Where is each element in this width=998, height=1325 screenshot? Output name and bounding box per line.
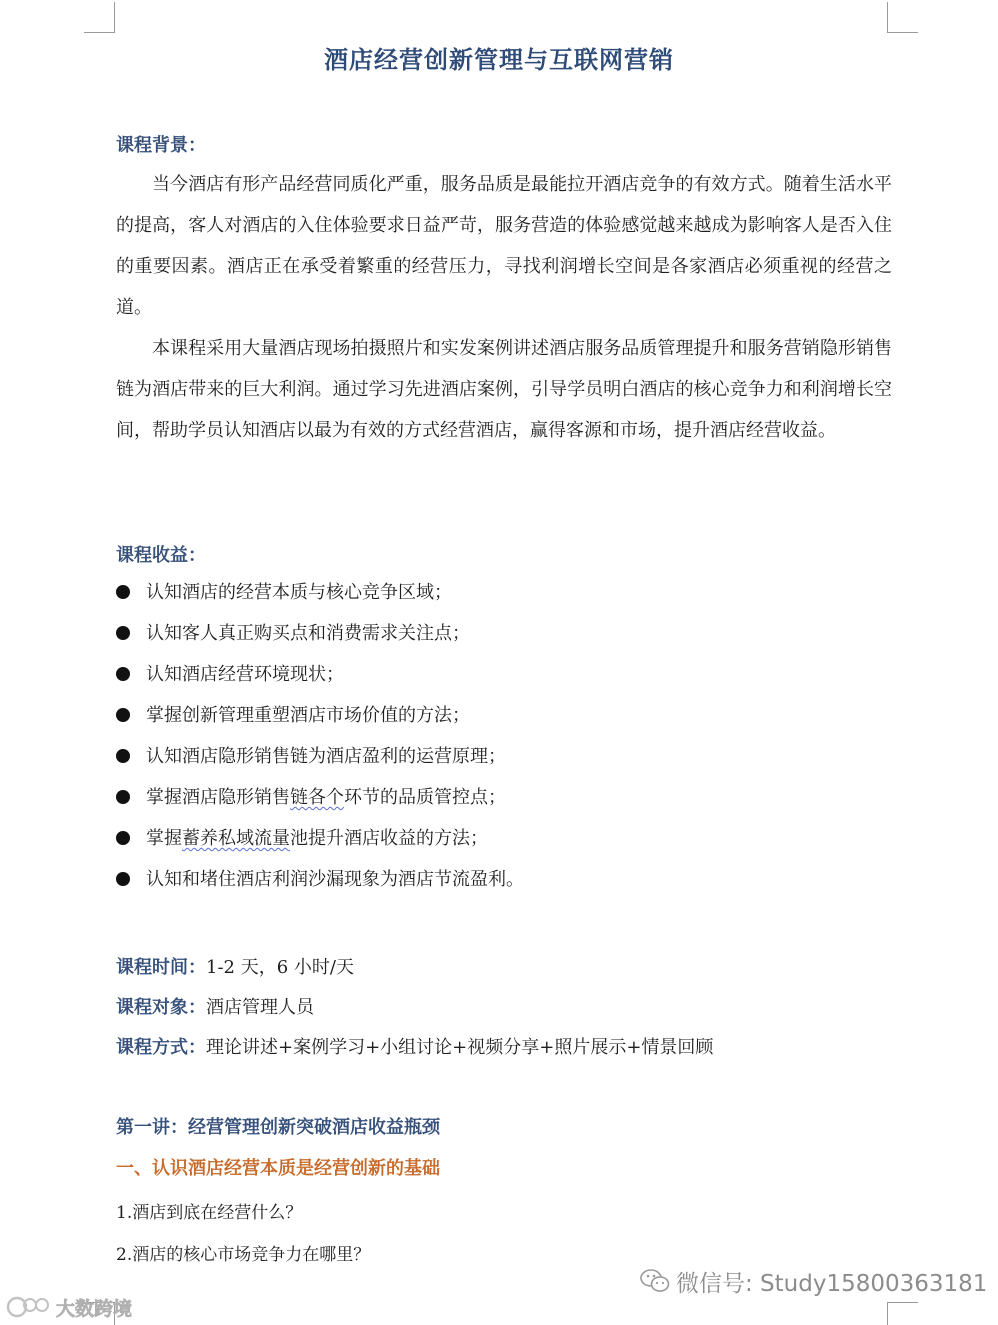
bullet-icon: [116, 585, 130, 599]
benefit-text-end: 池提升酒店收益的方法；: [290, 828, 488, 849]
benefit-text-start: 掌握: [146, 828, 182, 849]
wechat-icon: [640, 1268, 670, 1294]
course-method-label: 课程方式：: [116, 1037, 206, 1058]
benefit-text: 掌握创新管理重塑酒店市场价值的方法；: [146, 705, 470, 726]
benefit-text: 认知客人真正购买点和消费需求关注点；: [146, 623, 470, 644]
brand-name: 大数跨境: [56, 1297, 133, 1320]
course-time: [116, 953, 354, 979]
bullet-icon: [116, 790, 130, 804]
wechat-watermark: [640, 1264, 987, 1298]
background-heading: 课程背景：: [116, 135, 206, 156]
benefit-item: [116, 783, 524, 824]
spellcheck-underline: 蓄养私域流量: [182, 828, 290, 849]
benefits-list: [116, 578, 524, 906]
benefit-item: [116, 824, 524, 865]
benefit-item: [116, 742, 524, 783]
brand-logo-icon: [6, 1295, 52, 1319]
course-method: [116, 1033, 713, 1059]
course-audience-value: 酒店管理人员: [206, 997, 314, 1018]
benefit-text: 认知酒店隐形销售链为酒店盈利的运营原理；: [146, 746, 506, 767]
benefit-item: [116, 865, 524, 906]
bullet-icon: [116, 831, 130, 845]
section-title: 一、认识酒店经营本质是经营创新的基础: [116, 1158, 440, 1179]
brand-watermark: [6, 1294, 132, 1320]
question-item: 2.酒店的核心市场竞争力在哪里？: [116, 1245, 371, 1265]
benefit-text: 认知酒店经营环境现状；: [146, 664, 344, 685]
benefits-heading: 课程收益：: [116, 545, 206, 566]
benefit-text: 认知酒店的经营本质与核心竞争区域；: [146, 582, 452, 603]
background-paragraph-1: 当今酒店有形产品经营同质化严重，服务品质是最能拉开酒店竞争的有效方式。随着生活水平的提高，客人对酒店的入住体验要求日益严苛，服务营造的体验感觉越来越成为影响客人是否入住的重要因素。酒店正在承受着繁重的经营压力，寻找利润增长空间是各家酒店必须重视的经营之道。: [116, 174, 892, 318]
crop-mark-bottom-right: [887, 1302, 918, 1325]
benefit-item: [116, 660, 524, 701]
benefit-text-end: 环节的品质管控点；: [344, 787, 506, 808]
lecture-title: 第一讲：经营管理创新突破酒店收益瓶颈: [116, 1117, 440, 1138]
crop-mark-top-left: [84, 2, 115, 33]
bullet-icon: [116, 708, 130, 722]
course-time-value: 1-2 天，6 小时/天: [206, 957, 354, 978]
wechat-id-text: 微信号: Study15800363181: [676, 1270, 988, 1297]
background-paragraph-2: 本课程采用大量酒店现场拍摄照片和实发案例讲述酒店服务品质管理提升和服务营销隐形销售链为酒店带来的巨大利润。通过学习先进酒店案例，引导学员明白酒店的核心竞争力和利润增长空间，帮助学员认知酒店以最为有效的方式经营酒店，赢得客源和市场，提升酒店经营收益。: [116, 338, 892, 441]
bullet-icon: [116, 626, 130, 640]
document-title: 酒店经营创新管理与互联网营销: [324, 45, 674, 74]
bullet-icon: [116, 749, 130, 763]
course-time-label: 课程时间：: [116, 957, 206, 978]
question-item: 1.酒店到底在经营什么？: [116, 1203, 303, 1223]
course-audience-label: 课程对象：: [116, 997, 206, 1018]
course-audience: [116, 993, 314, 1019]
benefit-text: 认知和堵住酒店利润沙漏现象为酒店节流盈利。: [146, 869, 524, 890]
bullet-icon: [116, 872, 130, 886]
benefit-item: [116, 619, 524, 660]
course-method-value: 理论讲述+案例学习+小组讨论+视频分享+照片展示+情景回顾: [206, 1037, 714, 1058]
crop-mark-top-right: [887, 2, 918, 33]
benefit-item: [116, 701, 524, 742]
bullet-icon: [116, 667, 130, 681]
spellcheck-underline: 链各个: [290, 787, 344, 808]
benefit-item: [116, 578, 524, 619]
benefit-text-start: 掌握酒店隐形销售: [146, 787, 290, 808]
